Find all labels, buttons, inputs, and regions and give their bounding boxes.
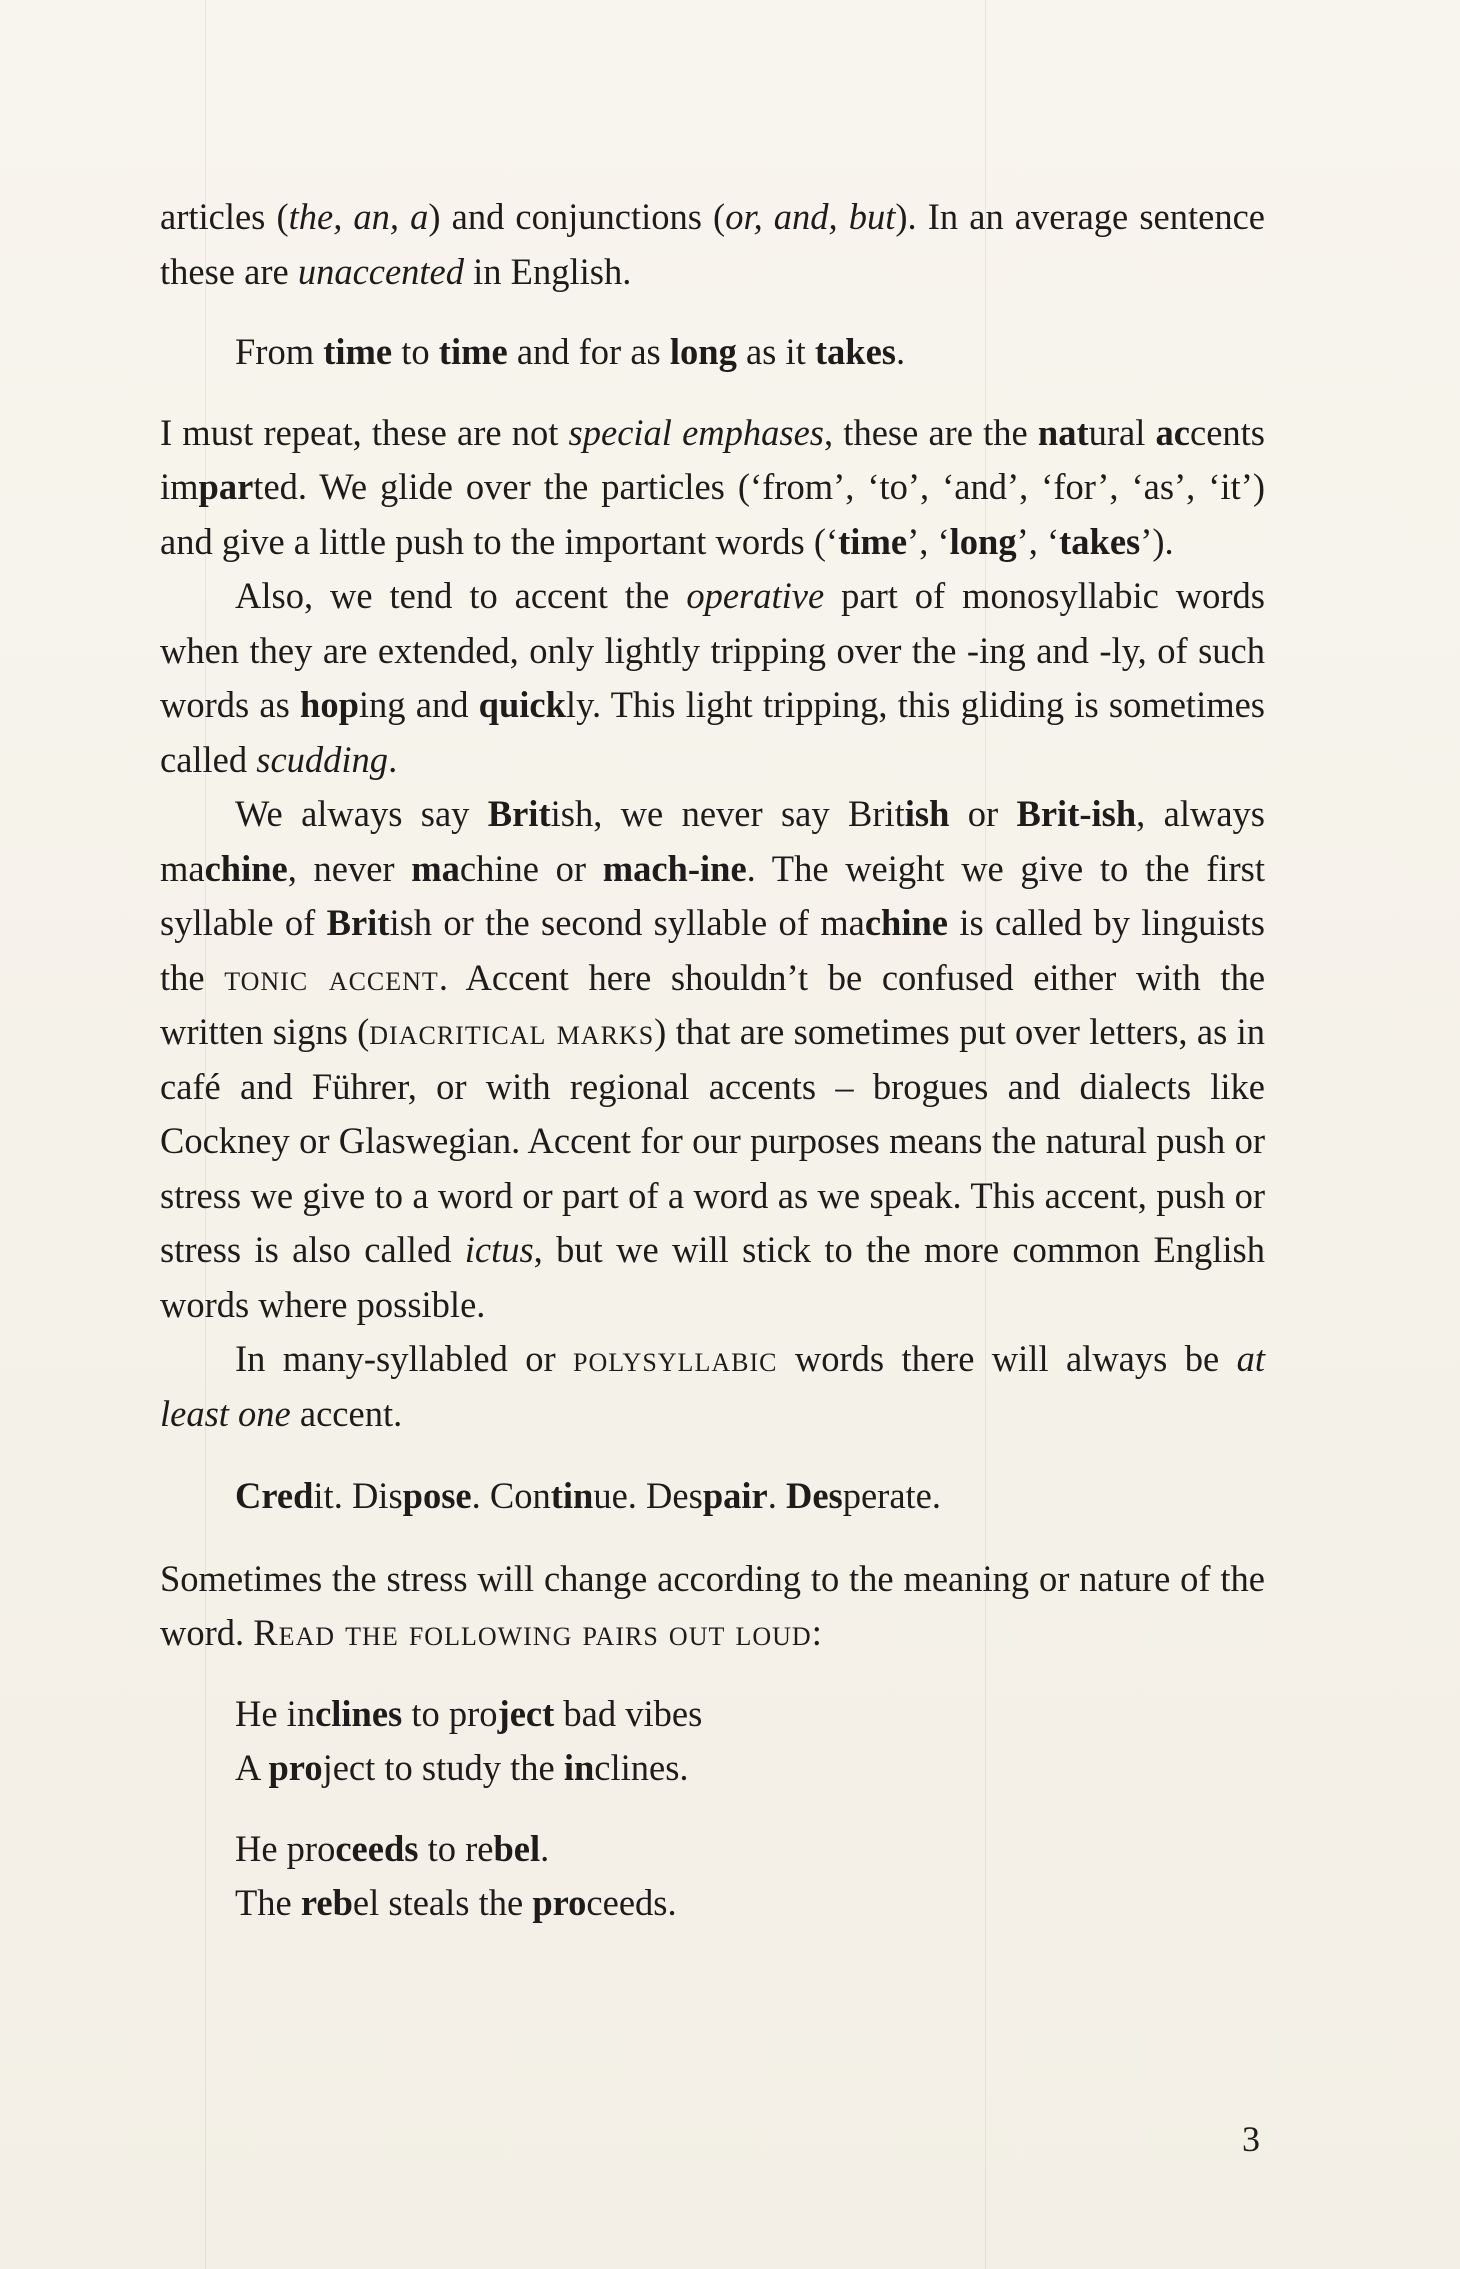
body-text: [160, 190, 1265, 1931]
example-line: He inclines to project bad vibes: [235, 1692, 703, 1734]
paragraph-operative: Also, we tend to accent the operative part of monosyllabic words when they are extended, only lightly tripping over the -ing and -ly, of such words as hoping and quickly. This light tripping, this gliding is sometimes called scudding.: [160, 575, 1266, 780]
paragraph-articles: articles (the, an, a) and conjunctions (or, and, but). In an average sentence these are unaccented in English.: [160, 196, 1265, 292]
example-pair-project: [160, 1687, 1265, 1796]
example-from-time-to-time: From time to time and for as long as it takes.: [235, 331, 906, 372]
example-pair-rebel: [160, 1822, 1265, 1931]
example-line: He proceeds to rebel.: [235, 1827, 550, 1869]
paragraph-stress-change: Sometimes the stress will change according to the meaning or nature of the word. Read the following pairs out loud:: [160, 1557, 1265, 1653]
paragraph-tonic-accent: We always say British, we never say British or Brit-ish, always machine, never machine or mach-ine. The weight we give to the first syllable of British or the second syllable of machine is called by linguists the tonic accent. Accent here shouldn’t be confused either with the written signs (diacritical marks) that are sometimes put over letters, as in café and Führer, or with regional accents – brogues and dialects like Cockney or Glaswegian. Accent for our purposes means the natural push or stress we give to a word or part of a word as we speak. This accent, push or stress is also called ictus, but we will stick to the more common English words where possible.: [160, 793, 1266, 1325]
paragraph-natural-accents: I must repeat, these are not special emphases, these are the natural accents imparted. We glide over the particles (‘from’, ‘to’, ‘and’, ‘for’, ‘as’, ‘it’) and give a little push to the important words (‘time’, ‘long’, ‘takes’).: [160, 411, 1265, 562]
page-number: 3: [1242, 2119, 1260, 2159]
example-line: The rebel steals the proceeds.: [235, 1882, 677, 1923]
example-credit-dispose: Credit. Dispose. Continue. Despair. Desperate.: [235, 1475, 942, 1516]
example-line: A project to study the inclines.: [235, 1747, 689, 1788]
paragraph-polysyllabic: In many-syllabled or polysyllabic words there will always be at least one accent.: [160, 1338, 1265, 1434]
